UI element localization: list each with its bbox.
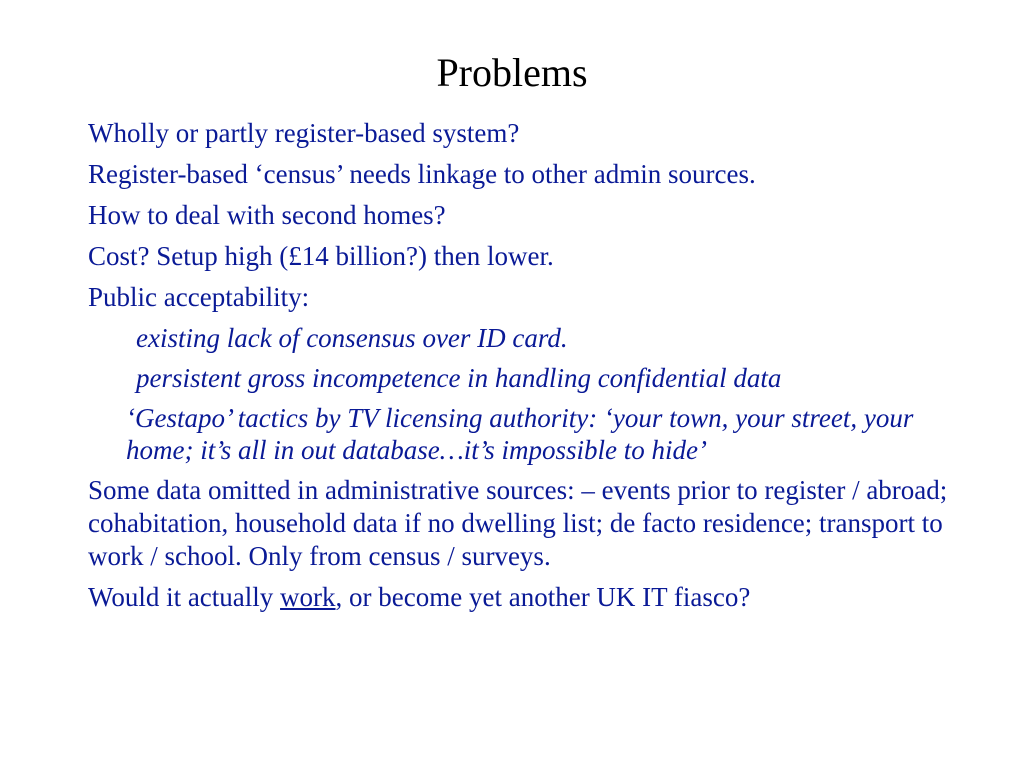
slide-title: Problems xyxy=(436,50,588,95)
bullet-final xyxy=(88,581,948,614)
bullet-linkage: Register-based ‘census’ needs linkage to other admin sources. xyxy=(88,159,756,189)
final-text-before: Would it actually xyxy=(88,582,281,612)
bullet-cost: Cost? Setup high (£14 billion?) then lower. xyxy=(88,241,554,271)
bullet-admin-sources: Some data omitted in administrative sources: – events prior to register / abroad; cohabitation, household data if no dwelling list; de facto residence; transport to work / school. Only from census / surveys. xyxy=(88,475,948,571)
bullet-register-based: Wholly or partly register-based system? xyxy=(88,118,520,148)
sub-bullet-id-card: existing lack of consensus over ID card. xyxy=(136,323,568,353)
final-text-after: , or become yet another UK IT fiasco? xyxy=(335,582,751,612)
final-text-underlined: work xyxy=(280,582,336,612)
bullet-second-homes: How to deal with second homes? xyxy=(88,200,446,230)
bullet-public-acceptability: Public acceptability: xyxy=(88,282,310,312)
slide-body xyxy=(88,117,948,622)
sub-bullet-incompetence: persistent gross incompetence in handling confidential data xyxy=(136,363,782,393)
sub-bullet-gestapo: ‘Gestapo’ tactics by TV licensing authority: ‘your town, your street, your home; it’s all in out database…it’s impossible to hide’ xyxy=(126,403,914,465)
